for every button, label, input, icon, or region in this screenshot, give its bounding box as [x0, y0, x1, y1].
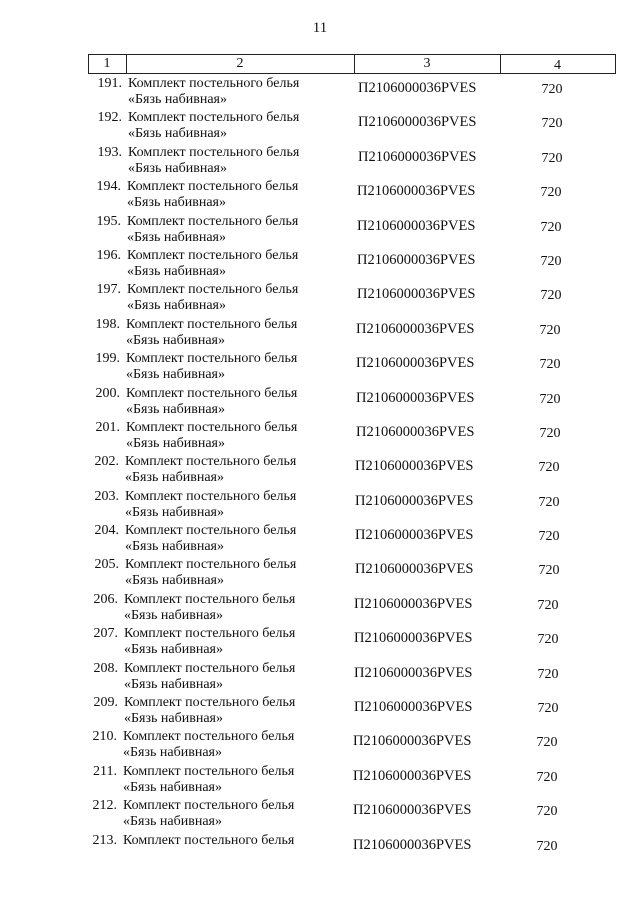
row-number: 211.: [93, 763, 117, 779]
table-row: [0, 695, 640, 729]
row-number: 199.: [95, 351, 120, 367]
item-code: П2106000036PVES: [355, 527, 474, 544]
item-code: П2106000036PVES: [354, 595, 473, 612]
item-name-line-2: «Бязь набивная»: [126, 367, 225, 383]
item-name: [124, 661, 295, 693]
item-name: [127, 282, 298, 314]
item-name: [127, 179, 298, 211]
item-name-line-2: «Бязь набивная»: [123, 745, 222, 761]
table-row: [0, 145, 640, 179]
item-quantity: 720: [539, 391, 561, 407]
row-number: 205.: [94, 557, 119, 573]
item-name: [125, 489, 296, 521]
item-code: П2106000036PVES: [358, 148, 477, 165]
item-name: [125, 454, 296, 486]
item-name-line-1: Комплект постельного белья: [124, 591, 296, 607]
item-code: П2106000036PVES: [356, 389, 475, 406]
item-name-line-2: «Бязь набивная»: [125, 504, 224, 520]
item-name-line-2: «Бязь набивная»: [123, 779, 222, 795]
item-name: [125, 523, 296, 555]
item-code: П2106000036PVES: [353, 836, 472, 853]
item-name: [126, 317, 297, 349]
item-name: [128, 76, 299, 108]
item-name: [124, 695, 295, 727]
item-name: [123, 729, 294, 761]
item-code: П2106000036PVES: [354, 664, 473, 681]
item-name-line-1: Комплект постельного белья: [125, 454, 297, 470]
table-row: [0, 179, 640, 213]
item-code: П2106000036PVES: [357, 251, 476, 268]
item-name-line-2: «Бязь набивная»: [125, 573, 224, 589]
table-row: [0, 76, 640, 110]
item-name-line-2: «Бязь набивная»: [127, 195, 226, 211]
item-name-line-1: Комплект постельного белья: [124, 660, 296, 676]
row-number: 204.: [94, 523, 119, 539]
item-name: [126, 420, 297, 452]
item-quantity: 720: [536, 735, 558, 751]
row-number: 198.: [95, 316, 120, 332]
row-number: 208.: [93, 660, 118, 676]
item-quantity: 720: [537, 701, 559, 717]
item-quantity: 720: [536, 769, 558, 785]
item-name: [128, 110, 299, 142]
table-body: [0, 76, 640, 867]
item-quantity: 720: [540, 219, 562, 235]
page-number: 11: [312, 20, 328, 36]
table-row: [0, 661, 640, 695]
item-name: [127, 248, 298, 280]
item-code: П2106000036PVES: [355, 492, 474, 509]
column-header-2: 2: [236, 56, 244, 71]
item-name-line-2: «Бязь набивная»: [127, 298, 226, 314]
table-row: [0, 557, 640, 591]
item-name-line-2: «Бязь набивная»: [125, 470, 224, 486]
item-quantity: 720: [537, 632, 559, 648]
item-name-line-2: «Бязь набивная»: [128, 126, 227, 142]
item-quantity: 720: [541, 116, 563, 132]
item-quantity: 720: [538, 529, 560, 545]
item-name-line-1: Комплект постельного белья: [125, 488, 297, 504]
row-number: 196.: [96, 247, 121, 263]
item-name-line-2: «Бязь набивная»: [128, 160, 227, 176]
item-name-line-1: Комплект постельного белья: [127, 282, 299, 298]
row-number: 210.: [92, 729, 117, 745]
item-name-line-2: «Бязь набивная»: [126, 435, 225, 451]
item-name-line-2: «Бязь набивная»: [128, 92, 227, 107]
item-name-line-2: «Бязь набивная»: [125, 539, 224, 555]
item-name-line-2: «Бязь набивная»: [123, 814, 222, 830]
item-quantity: 720: [538, 563, 560, 579]
row-number: 201.: [95, 419, 120, 435]
item-name: [123, 764, 294, 796]
item-code: П2106000036PVES: [353, 767, 472, 784]
item-quantity: 720: [538, 494, 560, 510]
item-code: П2106000036PVES: [356, 423, 475, 440]
item-name-line-1: Комплект постельного белья: [127, 179, 299, 195]
item-quantity: 720: [539, 357, 561, 373]
item-name-line-1: Комплект постельного белья: [123, 798, 295, 814]
table-row: [0, 523, 640, 557]
column-header-3: 3: [423, 56, 431, 71]
row-number: 209.: [93, 695, 118, 711]
row-number: 192.: [97, 110, 122, 126]
row-number: 207.: [93, 626, 118, 642]
item-name: [128, 145, 299, 177]
table-row: [0, 798, 640, 832]
table-row: [0, 351, 640, 385]
column-header-4: 4: [554, 58, 561, 73]
item-name: [124, 592, 295, 624]
item-name-line-1: Комплект постельного белья: [128, 76, 300, 91]
row-number: 194.: [96, 179, 121, 195]
item-name-line-2: «Бязь набивная»: [126, 332, 225, 348]
row-number: 212.: [92, 798, 117, 814]
item-code: П2106000036PVES: [356, 320, 475, 337]
item-name-line-1: Комплект постельного белья: [126, 316, 298, 332]
table-row: [0, 764, 640, 798]
item-code: П2106000036PVES: [353, 802, 472, 819]
item-name-line-1: Комплект постельного белья: [124, 695, 296, 711]
item-quantity: 720: [536, 838, 558, 854]
header-top-rule: [88, 54, 616, 55]
item-name: [123, 833, 294, 849]
table-row: [0, 317, 640, 351]
table-row: [0, 626, 640, 660]
item-code: П2106000036PVES: [354, 699, 473, 716]
table-row: [0, 282, 640, 316]
item-name-line-1: Комплект постельного белья: [128, 144, 300, 160]
table-row: [0, 833, 640, 867]
row-number: 191.: [97, 76, 122, 91]
item-name-line-1: Комплект постельного белья: [123, 729, 295, 745]
item-name-line-1: Комплект постельного белья: [125, 557, 297, 573]
item-quantity: 720: [538, 460, 560, 476]
table-row: [0, 729, 640, 763]
table-row: [0, 386, 640, 420]
item-quantity: 720: [537, 666, 559, 682]
item-name-line-1: Комплект постельного белья: [126, 351, 298, 367]
item-name-line-2: «Бязь набивная»: [124, 711, 223, 727]
item-quantity: 720: [539, 322, 561, 338]
header-divider: [615, 54, 616, 74]
column-header-1: 1: [103, 56, 111, 71]
row-number: 203.: [94, 488, 119, 504]
item-name: [124, 626, 295, 658]
table-row: [0, 248, 640, 282]
item-quantity: 720: [536, 804, 558, 820]
table-row: [0, 454, 640, 488]
item-name-line-1: Комплект постельного белья: [126, 419, 298, 435]
item-code: П2106000036PVES: [358, 80, 477, 96]
item-quantity: 720: [540, 185, 562, 201]
item-code: П2106000036PVES: [354, 630, 473, 647]
item-code: П2106000036PVES: [356, 355, 475, 372]
item-code: П2106000036PVES: [355, 458, 474, 475]
table-row: [0, 110, 640, 144]
item-name-line-1: Комплект постельного белья: [123, 832, 295, 848]
item-name-line-1: Комплект постельного белья: [126, 385, 298, 401]
item-name-line-1: Комплект постельного белья: [124, 626, 296, 642]
item-name: [125, 557, 296, 589]
item-code: П2106000036PVES: [353, 733, 472, 750]
row-number: 213.: [92, 832, 117, 848]
item-name-line-2: «Бязь набивная»: [124, 607, 223, 623]
item-code: П2106000036PVES: [357, 183, 476, 200]
item-name: [126, 351, 297, 383]
item-name-line-1: Комплект постельного белья: [125, 523, 297, 539]
item-name-line-1: Комплект постельного белья: [127, 247, 299, 263]
item-name-line-2: «Бязь набивная»: [124, 676, 223, 692]
table-row: [0, 592, 640, 626]
item-code: П2106000036PVES: [358, 114, 477, 131]
row-number: 197.: [96, 282, 121, 298]
table-row: [0, 420, 640, 454]
table-header: [88, 54, 616, 74]
item-quantity: 720: [539, 425, 561, 441]
row-number: 195.: [96, 213, 121, 229]
item-name-line-2: «Бязь набивная»: [124, 642, 223, 658]
item-quantity: 720: [541, 82, 563, 97]
item-name-line-2: «Бязь набивная»: [127, 229, 226, 245]
item-code: П2106000036PVES: [357, 286, 476, 303]
item-quantity: 720: [541, 150, 563, 166]
table-row: [0, 489, 640, 523]
item-name-line-2: «Бязь набивная»: [126, 401, 225, 417]
item-code: П2106000036PVES: [357, 217, 476, 234]
item-quantity: 720: [540, 288, 562, 304]
item-name-line-1: Комплект постельного белья: [123, 763, 295, 779]
item-name: [127, 214, 298, 246]
item-name: [126, 386, 297, 418]
item-name: [123, 798, 294, 830]
item-quantity: 720: [537, 597, 559, 613]
table-row: [0, 214, 640, 248]
item-name-line-1: Комплект постельного белья: [127, 213, 299, 229]
row-number: 206.: [93, 591, 118, 607]
item-quantity: 720: [540, 253, 562, 269]
item-name-line-1: Комплект постельного белья: [128, 110, 300, 126]
item-name-line-2: «Бязь набивная»: [127, 263, 226, 279]
row-number: 202.: [94, 454, 119, 470]
row-number: 193.: [97, 144, 122, 160]
item-code: П2106000036PVES: [355, 561, 474, 578]
row-number: 200.: [95, 385, 120, 401]
